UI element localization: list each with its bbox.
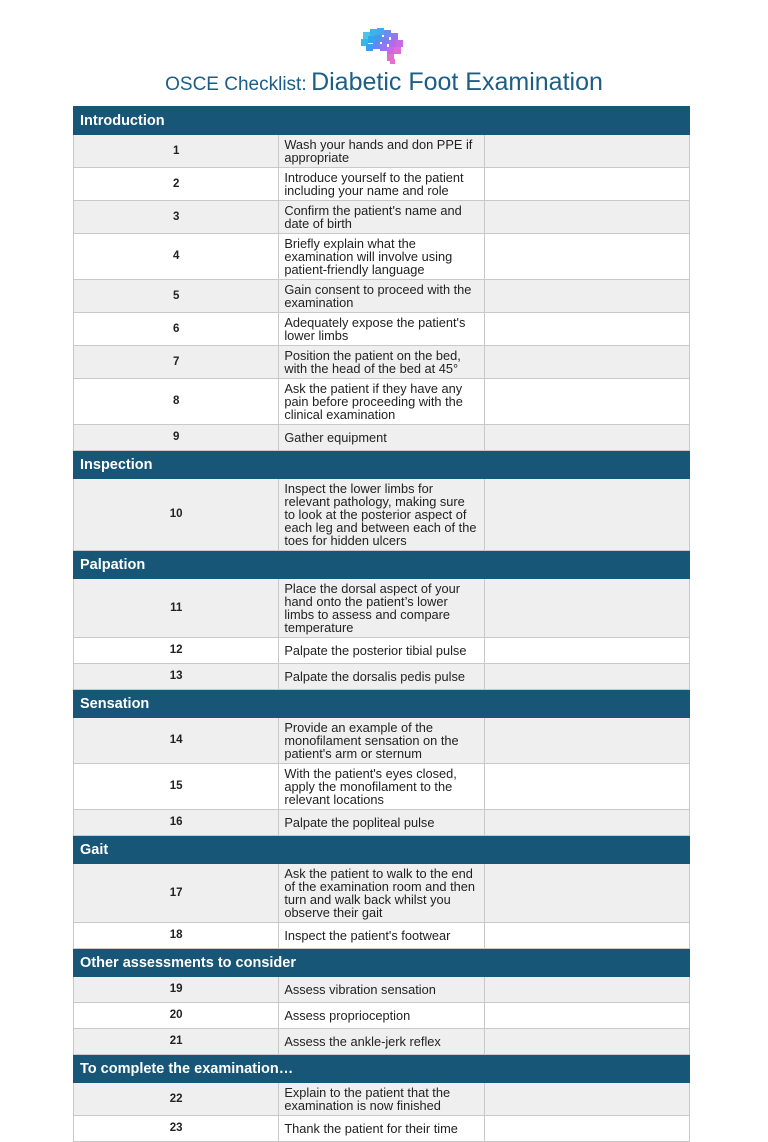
checkbox-cell[interactable] [484,764,689,810]
checkbox-cell[interactable] [484,864,689,923]
item-text: With the patient's eyes closed, apply the monofilament to the relevant locations [279,764,484,810]
item-text: Palpate the popliteal pulse [279,810,484,836]
section-title: Sensation [74,690,690,718]
item-text: Confirm the patient's name and date of birth [279,201,484,234]
item-number: 14 [74,718,279,764]
item-number: 4 [74,234,279,280]
checklist-row [74,1003,690,1029]
page-title [0,68,768,97]
section-title: To complete the examination… [74,1055,690,1083]
section-title: Introduction [74,107,690,135]
item-number: 21 [74,1029,279,1055]
checkbox-cell[interactable] [484,1116,689,1142]
checkbox-cell[interactable] [484,1003,689,1029]
item-text: Assess vibration sensation [279,977,484,1003]
section-header [74,1055,690,1083]
item-number: 15 [74,764,279,810]
item-text: Assess proprioception [279,1003,484,1029]
section-title: Inspection [74,451,690,479]
item-text: Inspect the lower limbs for relevant pathology, making sure to look at the posterior aspect of each leg and between each of the toes for hidden ulcers [279,479,484,551]
checklist-row [74,234,690,280]
section-header [74,451,690,479]
section-header [74,107,690,135]
checkbox-cell[interactable] [484,280,689,313]
item-number: 10 [74,479,279,551]
checkbox-cell[interactable] [484,638,689,664]
item-text: Wash your hands and don PPE if appropriate [279,135,484,168]
checkbox-cell[interactable] [484,379,689,425]
checklist-row [74,864,690,923]
item-number: 18 [74,923,279,949]
item-number: 20 [74,1003,279,1029]
item-text: Position the patient on the bed, with the head of the bed at 45° [279,346,484,379]
item-number: 1 [74,135,279,168]
checkbox-cell[interactable] [484,923,689,949]
section-header [74,949,690,977]
checklist-row [74,664,690,690]
checkbox-cell[interactable] [484,810,689,836]
checklist-row [74,810,690,836]
checklist-row [74,201,690,234]
item-number: 22 [74,1083,279,1116]
item-text: Palpate the posterior tibial pulse [279,638,484,664]
checkbox-cell[interactable] [484,346,689,379]
section-header [74,551,690,579]
checklist-row [74,479,690,551]
checklist-row [74,346,690,379]
checkbox-cell[interactable] [484,234,689,280]
item-number: 13 [74,664,279,690]
checkbox-cell[interactable] [484,425,689,451]
item-number: 16 [74,810,279,836]
checklist-table [73,106,690,1142]
item-text: Thank the patient for their time [279,1116,484,1142]
checklist-row [74,764,690,810]
checkbox-cell[interactable] [484,313,689,346]
checklist-row [74,313,690,346]
checklist-row [74,923,690,949]
item-number: 11 [74,579,279,638]
checklist-row [74,1116,690,1142]
item-text: Gain consent to proceed with the examination [279,280,484,313]
checkbox-cell[interactable] [484,135,689,168]
checklist-row [74,280,690,313]
checklist-row [74,579,690,638]
checkbox-cell[interactable] [484,977,689,1003]
checkbox-cell[interactable] [484,718,689,764]
item-number: 19 [74,977,279,1003]
section-header [74,836,690,864]
checklist-row [74,379,690,425]
section-title: Gait [74,836,690,864]
item-text: Palpate the dorsalis pedis pulse [279,664,484,690]
checkbox-cell[interactable] [484,479,689,551]
item-text: Place the dorsal aspect of your hand onto the patient’s lower limbs to assess and compare temperature [279,579,484,638]
title-main: Diabetic Foot Examination [311,68,603,96]
title-prefix: OSCE Checklist: [165,74,307,95]
item-number: 5 [74,280,279,313]
item-number: 6 [74,313,279,346]
item-number: 8 [74,379,279,425]
item-text: Explain to the patient that the examination is now finished [279,1083,484,1116]
item-text: Adequately expose the patient's lower limbs [279,313,484,346]
item-text: Inspect the patient's footwear [279,923,484,949]
checklist-row [74,1029,690,1055]
item-text: Assess the ankle-jerk reflex [279,1029,484,1055]
checklist-row [74,1083,690,1116]
checklist-row [74,977,690,1003]
item-number: 7 [74,346,279,379]
checklist-row [74,168,690,201]
item-number: 17 [74,864,279,923]
item-text: Gather equipment [279,425,484,451]
checklist-row [74,718,690,764]
checkbox-cell[interactable] [484,168,689,201]
section-title: Palpation [74,551,690,579]
item-text: Introduce yourself to the patient including your name and role [279,168,484,201]
item-text: Ask the patient if they have any pain before proceeding with the clinical examination [279,379,484,425]
item-text: Ask the patient to walk to the end of the examination room and then turn and walk back whilst you observe their gait [279,864,484,923]
section-title: Other assessments to consider [74,949,690,977]
item-number: 9 [74,425,279,451]
checkbox-cell[interactable] [484,201,689,234]
section-header [74,690,690,718]
item-number: 23 [74,1116,279,1142]
item-text: Briefly explain what the examination will involve using patient-friendly language [279,234,484,280]
checkbox-cell[interactable] [484,579,689,638]
checklist-row [74,135,690,168]
item-text: Provide an example of the monofilament sensation on the patient's arm or sternum [279,718,484,764]
checkbox-cell[interactable] [484,1083,689,1116]
checklist-row [74,638,690,664]
checklist-row [74,425,690,451]
item-number: 3 [74,201,279,234]
brain-logo-icon [359,26,409,66]
item-number: 12 [74,638,279,664]
item-number: 2 [74,168,279,201]
checkbox-cell[interactable] [484,664,689,690]
checkbox-cell[interactable] [484,1029,689,1055]
